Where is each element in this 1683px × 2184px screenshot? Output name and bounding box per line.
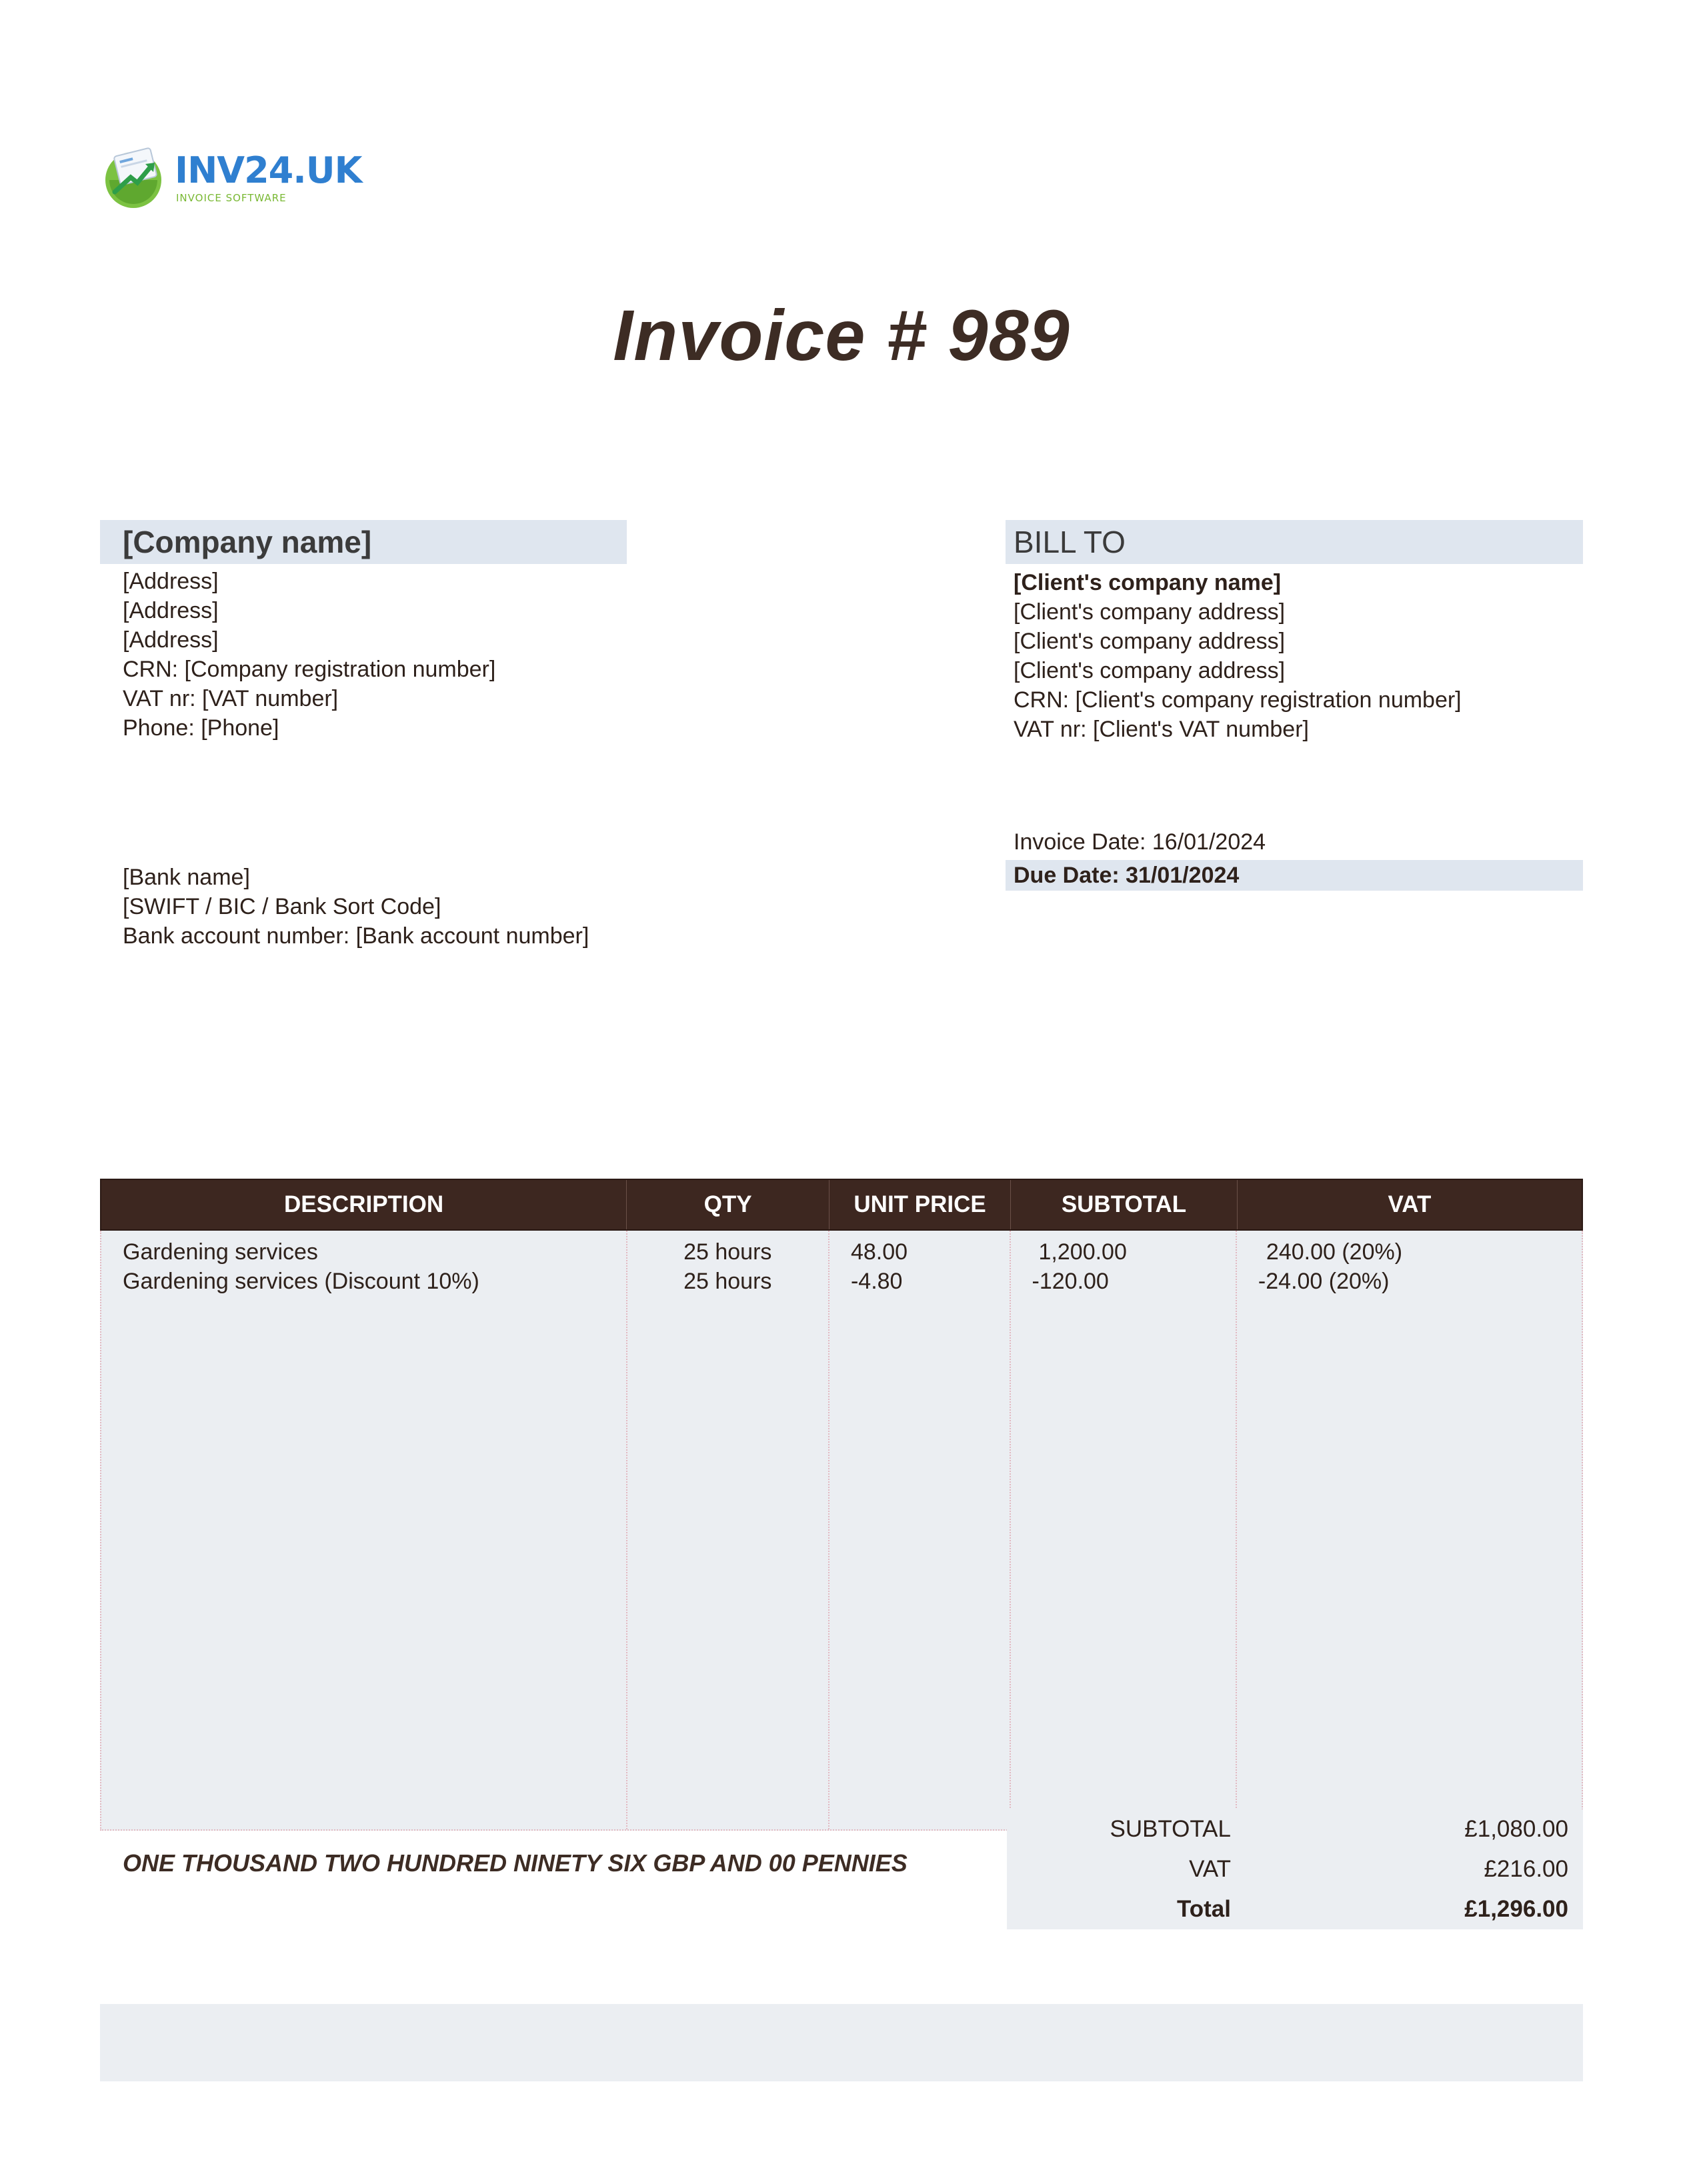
subtotal-column [1011,1231,1237,1829]
qty-column [627,1231,829,1829]
vat-label: VAT [1189,1856,1231,1882]
bank-details [123,863,589,951]
footer-band [100,2004,1583,2081]
totals-box [1007,1809,1583,1929]
logo-tagline: INVOICE SOFTWARE [176,192,287,204]
row-unit-price: 48.00 [850,1239,908,1265]
due-date: Due Date: 31/01/2024 [1006,860,1583,891]
description-column [101,1231,627,1829]
row-subtotal: 1,200.00 [1038,1239,1127,1265]
company-address-line: [Address] [123,598,219,623]
row-qty: 25 hours [683,1239,772,1265]
client-address-line: [Client's company address] [1014,629,1286,654]
client-crn: CRN: [Client's company registration number] [1014,687,1462,713]
header-subtotal: SUBTOTAL [1011,1180,1238,1229]
company-address-line: [Address] [123,627,219,653]
total-value: £1,296.00 [1464,1896,1568,1922]
subtotal-value: £1,080.00 [1464,1816,1568,1842]
row-vat: 240.00 (20%) [1266,1239,1403,1265]
vat-column [1237,1231,1582,1829]
company-address-line: [Address] [123,569,219,594]
company-crn: CRN: [Company registration number] [123,657,496,682]
client-company-name: [Client's company name] [1014,570,1282,595]
row-qty: 25 hours [683,1269,772,1294]
table-body [100,1231,1583,1831]
subtotal-label: SUBTOTAL [1110,1816,1231,1842]
header-vat: VAT [1388,1191,1432,1217]
row-vat: -24.00 (20%) [1258,1269,1390,1294]
row-description: Gardening services [123,1239,318,1265]
client-address-line: [Client's company address] [1014,599,1286,625]
company-vat: VAT nr: [VAT number] [123,686,339,711]
bill-to-heading: BILL TO [1006,520,1583,564]
company-phone: Phone: [Phone] [123,715,279,741]
row-subtotal: -120.00 [1032,1269,1109,1294]
invoice-title: Invoice # 989 [613,295,1070,375]
invoice-date: Invoice Date: 16/01/2024 [1014,829,1266,855]
amount-in-words: ONE THOUSAND TWO HUNDRED NINETY SIX GBP AND 00 PENNIES [123,1849,908,1877]
logo-icon [100,144,169,209]
unit-price-column [829,1231,1011,1829]
company-name: [Company name] [100,520,627,564]
client-vat: VAT nr: [Client's VAT number] [1014,717,1309,742]
logo [100,141,362,215]
row-description: Gardening services (Discount 10%) [123,1269,479,1294]
vat-value: £216.00 [1484,1856,1568,1882]
bank-account-number: Bank account number: [Bank account number] [123,923,589,949]
logo-name: INV24.UK [175,149,362,191]
company-details [123,567,495,743]
total-label: Total [1176,1896,1231,1922]
header-description: DESCRIPTION [101,1180,627,1229]
header-qty: QTY [627,1180,829,1229]
client-address-line: [Client's company address] [1014,658,1286,683]
row-unit-price: -4.80 [850,1269,903,1294]
bank-swift: [SWIFT / BIC / Bank Sort Code] [123,894,441,919]
client-details [1014,568,1462,744]
header-unit-price: UNIT PRICE [829,1180,1011,1229]
items-table [100,1179,1583,1831]
table-header [100,1179,1583,1231]
bank-name: [Bank name] [123,865,250,890]
